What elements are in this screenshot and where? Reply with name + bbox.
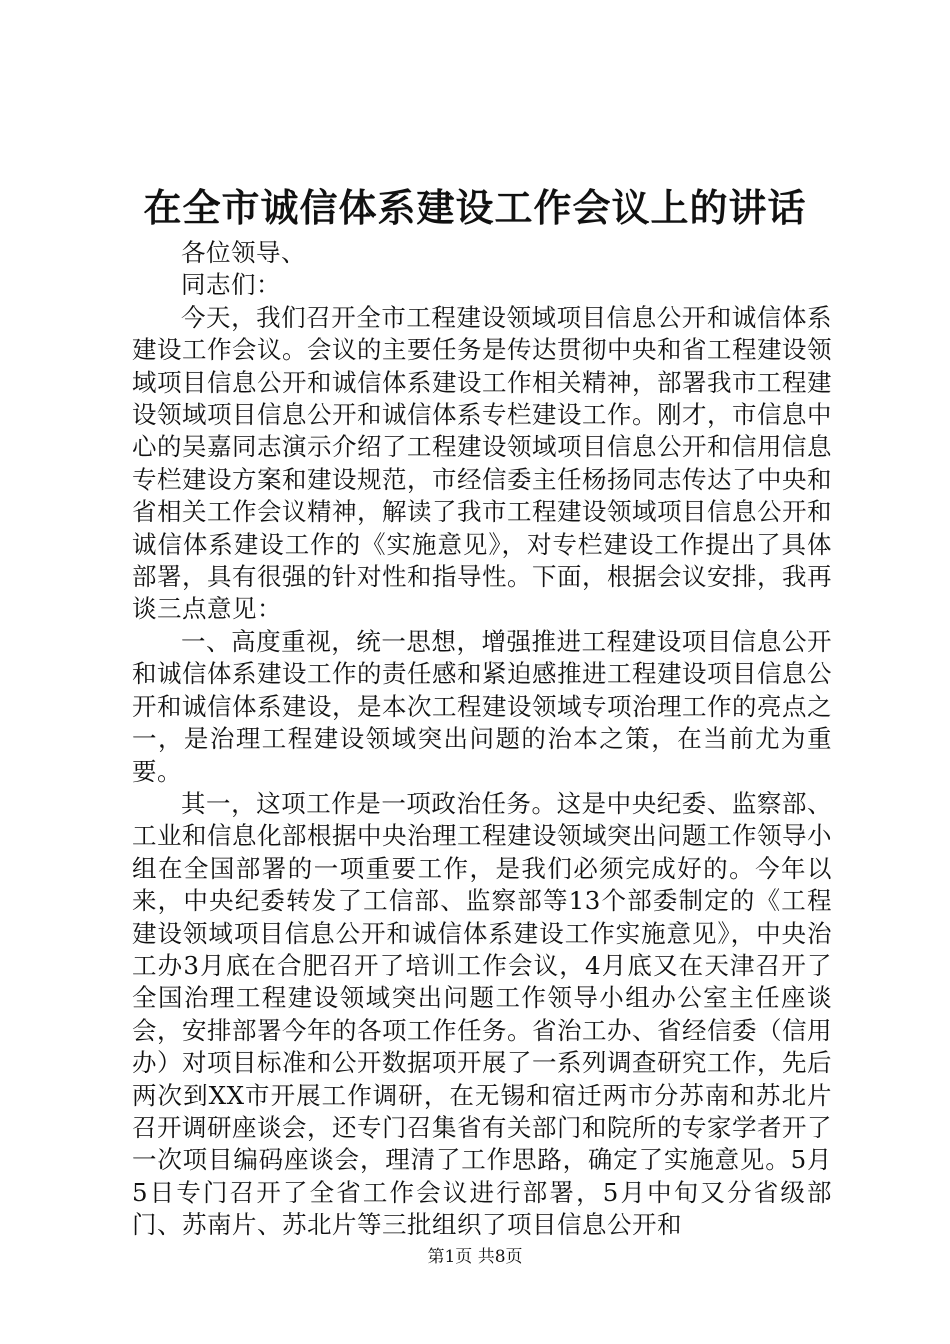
body-paragraph: 其一，这项工作是一项政治任务。这是中央纪委、监察部、工业和信息化部根据中央治理工程建设领域突出问题工作领导小组在全国部署的一项重要工作，是我们必须完成好的。今年以来，中央纪委转发了工信部、监察部等13个部委制定的《工程建设领域项目信息公开和诚信体系建设工作实施意见》，中央治工办3月底在合肥召开了培训工作会议，4月底又在天津召开了全国治理工程建设领域突出问题工作领导小组办公室主任座谈会，安排部署今年的各项工作任务。省治工办、省经信委（信用办）对项目标准和公开数据项开展了一系列调查研究工作，先后两次到XX市开展工作调研，在无锡和宿迁两市分苏南和苏北片召开调研座谈会，还专门召集省有关部门和院所的专家学者开了一次项目编码座谈会，理清了工作思路，确定了实施意见。5月5日专门召开了全省工作会议进行部署，5月中旬又分省级部门、苏南片、苏北片等三批组织了项目信息公开和 (132, 788, 832, 1240)
page-number: 第1页 共8页 (427, 1247, 523, 1267)
salutation-line: 同志们： (181, 270, 281, 300)
body-paragraph: 一、高度重视，统一思想，增强推进工程建设项目信息公开和诚信体系建设工作的责任感和紧迫感推进工程建设项目信息公开和诚信体系建设，是本次工程建设领域专项治理工作的亮点之一，是治理工程建设领域突出问题的治本之策，在当前尤为重要。 (132, 626, 832, 786)
document-body (132, 237, 832, 1242)
salutation-line: 各位领导、 (181, 238, 306, 267)
body-paragraph: 今天，我们召开全市工程建设领域项目信息公开和诚信体系建设工作会议。会议的主要任务是传达贯彻中央和省工程建设领域项目信息公开和诚信体系建设工作相关精神，部署我市工程建设领域项目信息公开和诚信体系专栏建设工作。刚才，市信息中心的吴嘉同志演示介绍了工程建设领域项目信息公开和信用信息专栏建设方案和建设规范，市经信委主任杨扬同志传达了中央和省相关工作会议精神，解读了我市工程建设领域项目信息公开和诚信体系建设工作的《实施意见》，对专栏建设工作提出了具体部署，具有很强的针对性和指导性。下面，根据会议安排，我再谈三点意见： (132, 302, 832, 624)
document-title: 在全市诚信体系建设工作会议上的讲话 (143, 185, 807, 230)
